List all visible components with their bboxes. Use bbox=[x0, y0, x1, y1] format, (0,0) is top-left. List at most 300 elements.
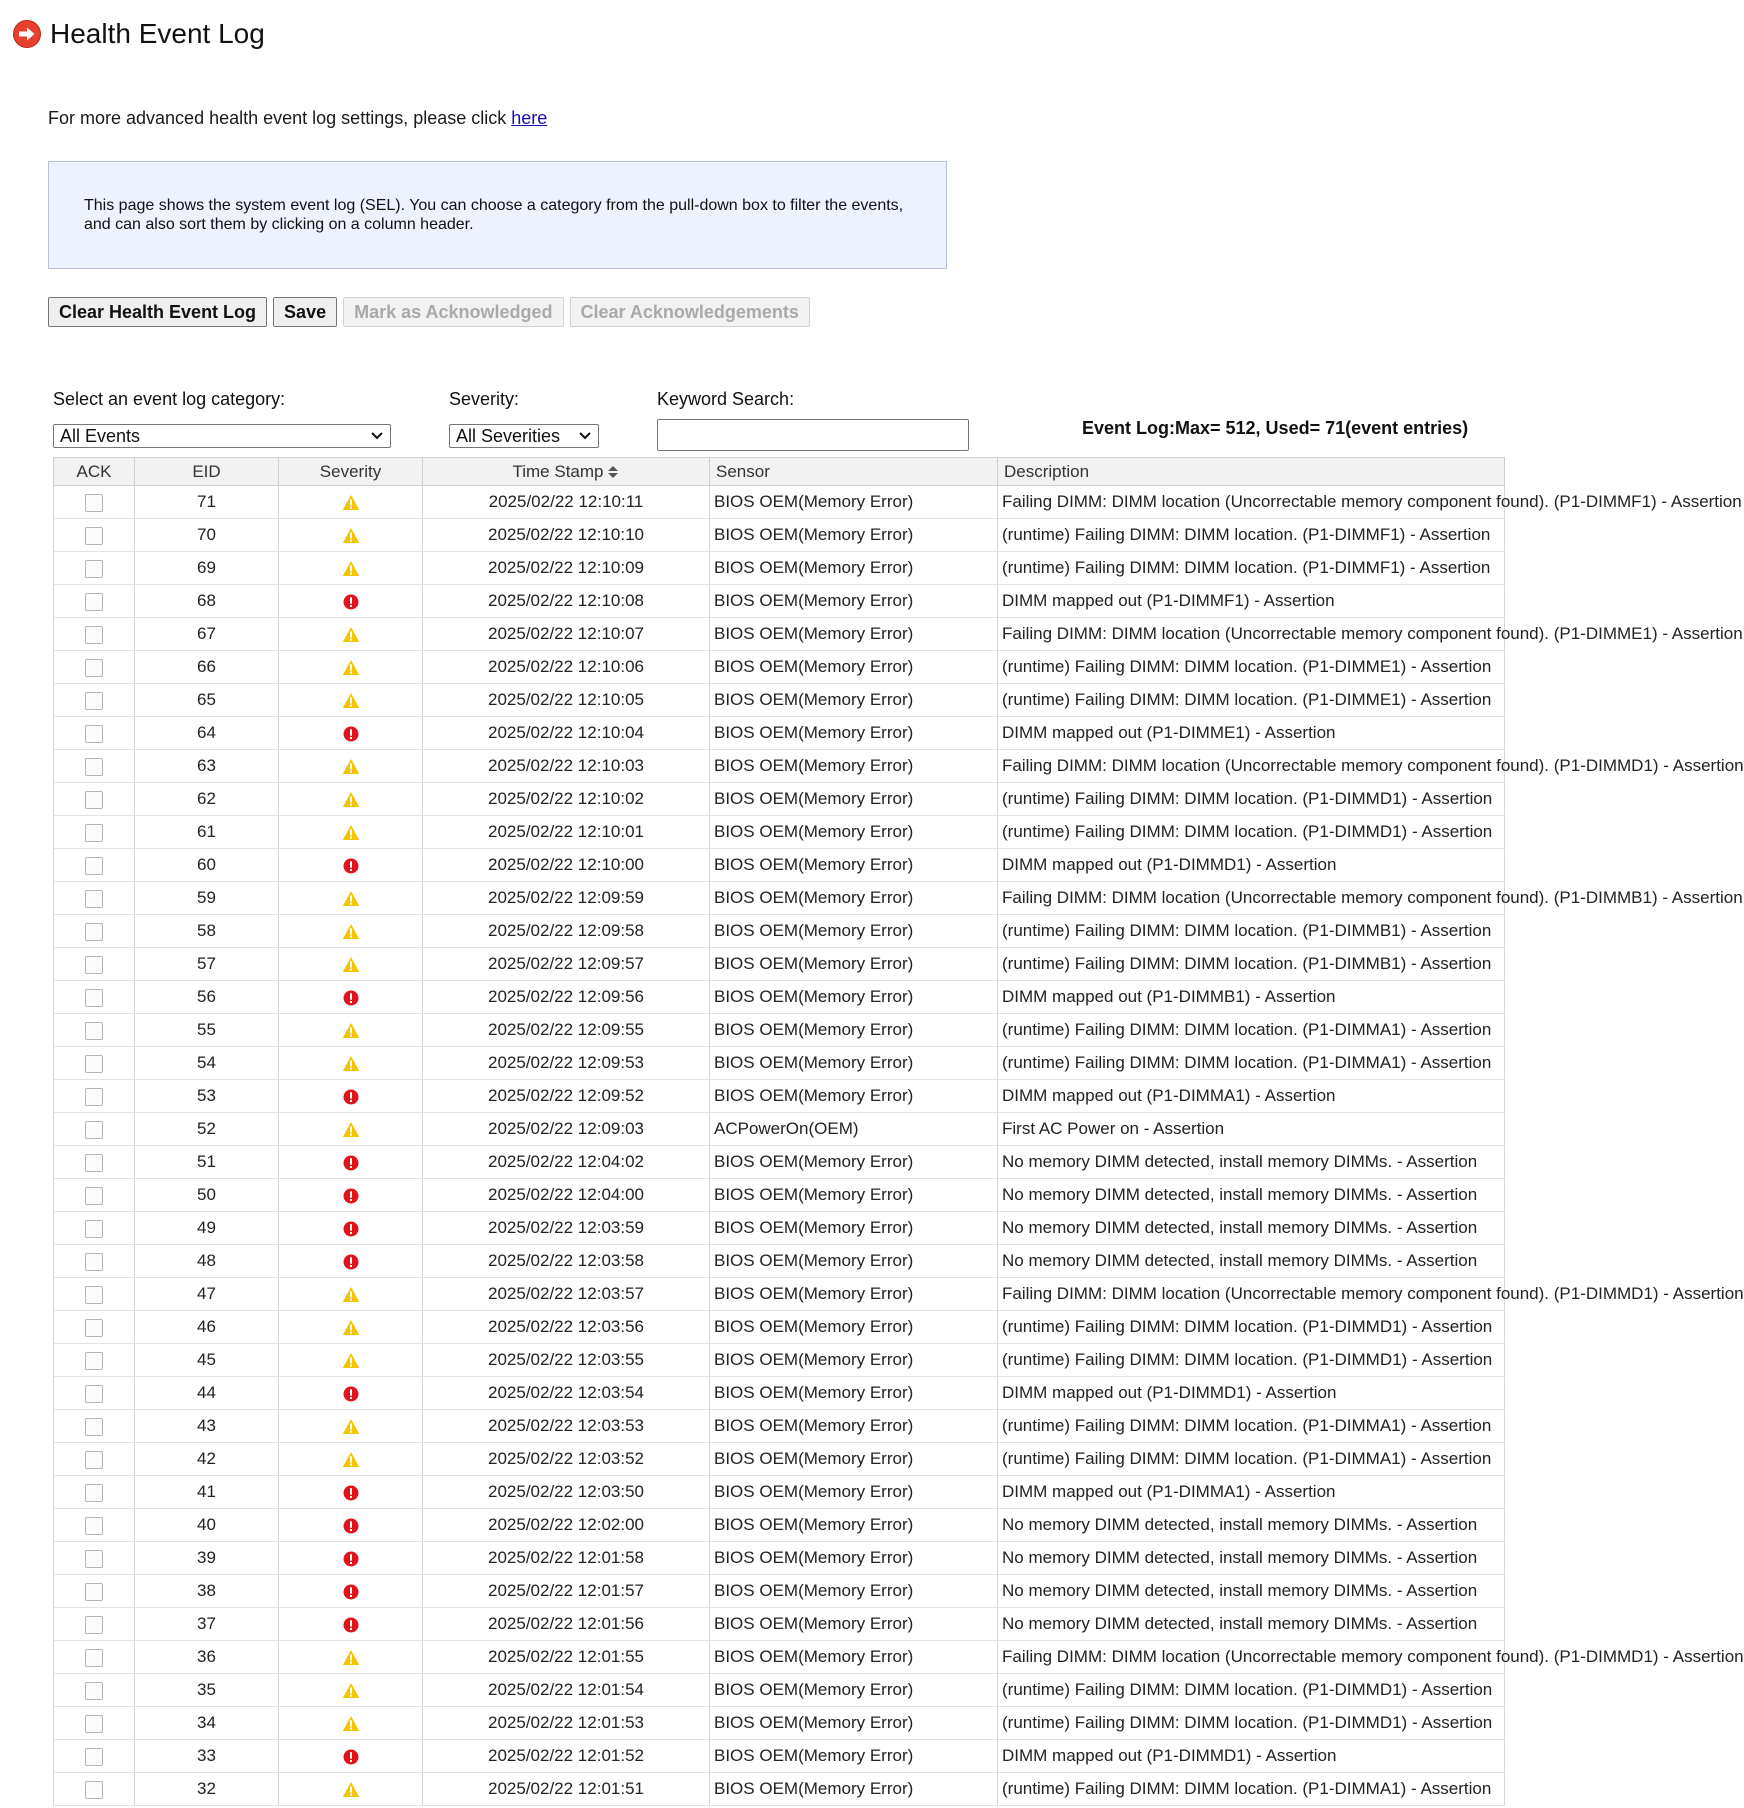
sensor-cell: BIOS OEM(Memory Error) bbox=[710, 1146, 998, 1179]
info-text: This page shows the system event log (SEL). You can choose a category from the pull-down box to filter the events, and can also sort them by clicking on a column header. bbox=[84, 197, 904, 233]
table-row bbox=[54, 1113, 1505, 1146]
sensor-cell: BIOS OEM(Memory Error) bbox=[710, 849, 998, 882]
critical-icon bbox=[343, 591, 359, 610]
warning-icon bbox=[342, 657, 360, 676]
description-cell: (runtime) Failing DIMM: DIMM location. (P1-DIMMD1) - Assertion bbox=[998, 816, 1505, 849]
sensor-cell: BIOS OEM(Memory Error) bbox=[710, 651, 998, 684]
eid-cell: 61 bbox=[135, 816, 279, 849]
info-box bbox=[48, 161, 947, 269]
severity-cell bbox=[279, 1773, 423, 1806]
eid-cell: 40 bbox=[135, 1509, 279, 1542]
timestamp-cell: 2025/02/22 12:03:59 bbox=[423, 1212, 710, 1245]
timestamp-cell: 2025/02/22 12:01:51 bbox=[423, 1773, 710, 1806]
timestamp-cell: 2025/02/22 12:03:57 bbox=[423, 1278, 710, 1311]
ack-cell bbox=[54, 552, 135, 585]
timestamp-cell: 2025/02/22 12:10:11 bbox=[423, 486, 710, 519]
warning-icon bbox=[342, 822, 360, 841]
warning-icon bbox=[342, 1020, 360, 1039]
sensor-cell: BIOS OEM(Memory Error) bbox=[710, 1641, 998, 1674]
sensor-cell: BIOS OEM(Memory Error) bbox=[710, 1245, 998, 1278]
sensor-cell: BIOS OEM(Memory Error) bbox=[710, 1014, 998, 1047]
eid-cell: 36 bbox=[135, 1641, 279, 1674]
critical-icon bbox=[343, 855, 359, 874]
description-cell: DIMM mapped out (P1-DIMMA1) - Assertion bbox=[998, 1080, 1505, 1113]
sensor-cell: BIOS OEM(Memory Error) bbox=[710, 981, 998, 1014]
description-cell: No memory DIMM detected, install memory DIMMs. - Assertion bbox=[998, 1179, 1505, 1212]
ack-cell bbox=[54, 717, 135, 750]
ack-checkbox[interactable] bbox=[85, 1550, 103, 1568]
timestamp-cell: 2025/02/22 12:01:54 bbox=[423, 1674, 710, 1707]
warning-icon bbox=[342, 1416, 360, 1435]
eid-cell: 42 bbox=[135, 1443, 279, 1476]
mark-acknowledged-button[interactable]: Mark as Acknowledged bbox=[343, 297, 563, 327]
severity-cell bbox=[279, 717, 423, 750]
critical-icon bbox=[343, 1383, 359, 1402]
severity-cell bbox=[279, 618, 423, 651]
ack-cell bbox=[54, 948, 135, 981]
warning-icon bbox=[342, 1317, 360, 1336]
sensor-cell: BIOS OEM(Memory Error) bbox=[710, 1740, 998, 1773]
description-cell: (runtime) Failing DIMM: DIMM location. (P1-DIMMB1) - Assertion bbox=[998, 915, 1505, 948]
page-header bbox=[12, 14, 265, 54]
description-cell: (runtime) Failing DIMM: DIMM location. (P1-DIMMD1) - Assertion bbox=[998, 1311, 1505, 1344]
event-log-usage: Event Log:Max= 512, Used= 71(event entries) bbox=[1082, 418, 1469, 438]
warning-icon bbox=[342, 690, 360, 709]
ack-checkbox[interactable] bbox=[85, 1187, 103, 1205]
severity-cell bbox=[279, 849, 423, 882]
ack-cell bbox=[54, 684, 135, 717]
description-cell: (runtime) Failing DIMM: DIMM location. (P1-DIMMD1) - Assertion bbox=[998, 1674, 1505, 1707]
timestamp-cell: 2025/02/22 12:10:05 bbox=[423, 684, 710, 717]
table-row bbox=[54, 1410, 1505, 1443]
ack-cell bbox=[54, 1773, 135, 1806]
advanced-settings-link[interactable]: here bbox=[511, 108, 548, 128]
table-row bbox=[54, 882, 1505, 915]
description-cell: (runtime) Failing DIMM: DIMM location. (P1-DIMMA1) - Assertion bbox=[998, 1014, 1505, 1047]
description-cell: No memory DIMM detected, install memory DIMMs. - Assertion bbox=[998, 1509, 1505, 1542]
ack-checkbox[interactable] bbox=[85, 692, 103, 710]
eid-cell: 54 bbox=[135, 1047, 279, 1080]
chevron-down-icon bbox=[370, 428, 384, 444]
category-select-value: All Events bbox=[60, 425, 141, 446]
eid-cell: 32 bbox=[135, 1773, 279, 1806]
eid-cell: 70 bbox=[135, 519, 279, 552]
description-cell: No memory DIMM detected, install memory DIMMs. - Assertion bbox=[998, 1575, 1505, 1608]
column-header-severity[interactable]: Severity bbox=[279, 458, 423, 486]
warning-icon bbox=[342, 954, 360, 973]
table-row bbox=[54, 1311, 1505, 1344]
critical-icon bbox=[343, 987, 359, 1006]
description-cell: Failing DIMM: DIMM location (Uncorrectable memory component found). (P1-DIMME1) - Assertion bbox=[998, 618, 1505, 651]
table-row bbox=[54, 585, 1505, 618]
warning-icon bbox=[342, 888, 360, 907]
eid-cell: 34 bbox=[135, 1707, 279, 1740]
event-log-table bbox=[53, 457, 1744, 1806]
table-row bbox=[54, 1476, 1505, 1509]
table-row bbox=[54, 1179, 1505, 1212]
table-row bbox=[54, 618, 1505, 651]
ack-checkbox[interactable] bbox=[85, 1583, 103, 1601]
critical-icon bbox=[343, 1086, 359, 1105]
sensor-cell: BIOS OEM(Memory Error) bbox=[710, 1179, 998, 1212]
warning-icon bbox=[342, 789, 360, 808]
ack-checkbox[interactable] bbox=[85, 527, 103, 545]
severity-cell bbox=[279, 486, 423, 519]
eid-cell: 60 bbox=[135, 849, 279, 882]
ack-checkbox[interactable] bbox=[85, 1616, 103, 1634]
severity-label: Severity: bbox=[449, 389, 520, 409]
critical-icon bbox=[343, 1251, 359, 1270]
ack-checkbox[interactable] bbox=[85, 1748, 103, 1766]
ack-checkbox[interactable] bbox=[85, 659, 103, 677]
sensor-cell: BIOS OEM(Memory Error) bbox=[710, 1542, 998, 1575]
severity-cell bbox=[279, 1245, 423, 1278]
description-cell: (runtime) Failing DIMM: DIMM location. (P1-DIMMA1) - Assertion bbox=[998, 1410, 1505, 1443]
severity-cell bbox=[279, 552, 423, 585]
description-cell: No memory DIMM detected, install memory DIMMs. - Assertion bbox=[998, 1542, 1505, 1575]
ack-cell bbox=[54, 882, 135, 915]
ack-checkbox[interactable] bbox=[85, 1352, 103, 1370]
ack-checkbox[interactable] bbox=[85, 1649, 103, 1667]
ack-cell bbox=[54, 1443, 135, 1476]
ack-checkbox[interactable] bbox=[85, 791, 103, 809]
description-cell: (runtime) Failing DIMM: DIMM location. (P1-DIMME1) - Assertion bbox=[998, 684, 1505, 717]
sort-icon bbox=[606, 464, 620, 480]
table-row bbox=[54, 1278, 1505, 1311]
table-row bbox=[54, 552, 1505, 585]
eid-cell: 57 bbox=[135, 948, 279, 981]
timestamp-cell: 2025/02/22 12:10:01 bbox=[423, 816, 710, 849]
ack-checkbox[interactable] bbox=[85, 1220, 103, 1238]
ack-checkbox[interactable] bbox=[85, 593, 103, 611]
ack-cell bbox=[54, 1245, 135, 1278]
critical-icon bbox=[343, 1581, 359, 1600]
table-row bbox=[54, 915, 1505, 948]
ack-checkbox[interactable] bbox=[85, 626, 103, 644]
sensor-cell: BIOS OEM(Memory Error) bbox=[710, 1674, 998, 1707]
timestamp-cell: 2025/02/22 12:10:10 bbox=[423, 519, 710, 552]
sensor-cell: BIOS OEM(Memory Error) bbox=[710, 1080, 998, 1113]
severity-cell bbox=[279, 1377, 423, 1410]
timestamp-cell: 2025/02/22 12:03:53 bbox=[423, 1410, 710, 1443]
timestamp-cell: 2025/02/22 12:01:52 bbox=[423, 1740, 710, 1773]
keyword-search-label: Keyword Search: bbox=[657, 389, 795, 409]
timestamp-cell: 2025/02/22 12:03:56 bbox=[423, 1311, 710, 1344]
table-row bbox=[54, 1080, 1505, 1113]
table-row bbox=[54, 1443, 1505, 1476]
sensor-cell: BIOS OEM(Memory Error) bbox=[710, 1476, 998, 1509]
sensor-cell: BIOS OEM(Memory Error) bbox=[710, 750, 998, 783]
table-row bbox=[54, 1047, 1505, 1080]
warning-icon bbox=[342, 1647, 360, 1666]
ack-checkbox[interactable] bbox=[85, 1517, 103, 1535]
ack-checkbox[interactable] bbox=[85, 824, 103, 842]
sensor-cell: BIOS OEM(Memory Error) bbox=[710, 1773, 998, 1806]
description-cell: No memory DIMM detected, install memory DIMMs. - Assertion bbox=[998, 1146, 1505, 1179]
severity-cell bbox=[279, 1146, 423, 1179]
warning-icon bbox=[342, 1053, 360, 1072]
table-row bbox=[54, 519, 1505, 552]
eid-cell: 63 bbox=[135, 750, 279, 783]
ack-checkbox[interactable] bbox=[85, 923, 103, 941]
ack-cell bbox=[54, 1278, 135, 1311]
critical-icon bbox=[343, 1185, 359, 1204]
eid-cell: 49 bbox=[135, 1212, 279, 1245]
severity-cell bbox=[279, 948, 423, 981]
ack-cell bbox=[54, 1311, 135, 1344]
description-cell: DIMM mapped out (P1-DIMMD1) - Assertion bbox=[998, 1740, 1505, 1773]
critical-icon bbox=[343, 1482, 359, 1501]
warning-icon bbox=[342, 1680, 360, 1699]
table-row bbox=[54, 1641, 1505, 1674]
eid-cell: 62 bbox=[135, 783, 279, 816]
severity-cell bbox=[279, 651, 423, 684]
severity-cell bbox=[279, 981, 423, 1014]
severity-cell bbox=[279, 1212, 423, 1245]
advanced-settings-line bbox=[48, 108, 547, 129]
ack-cell bbox=[54, 1377, 135, 1410]
severity-select-value: All Severities bbox=[456, 425, 561, 446]
ack-cell bbox=[54, 1014, 135, 1047]
eid-cell: 66 bbox=[135, 651, 279, 684]
ack-checkbox[interactable] bbox=[85, 1055, 103, 1073]
ack-cell bbox=[54, 585, 135, 618]
sensor-cell: BIOS OEM(Memory Error) bbox=[710, 717, 998, 750]
eid-cell: 64 bbox=[135, 717, 279, 750]
sensor-cell: BIOS OEM(Memory Error) bbox=[710, 1311, 998, 1344]
sensor-cell: BIOS OEM(Memory Error) bbox=[710, 486, 998, 519]
ack-cell bbox=[54, 618, 135, 651]
timestamp-cell: 2025/02/22 12:09:57 bbox=[423, 948, 710, 981]
page-title: Health Event Log bbox=[50, 18, 265, 49]
severity-cell bbox=[279, 1080, 423, 1113]
ack-cell bbox=[54, 1542, 135, 1575]
description-cell: (runtime) Failing DIMM: DIMM location. (P1-DIMMD1) - Assertion bbox=[998, 783, 1505, 816]
ack-checkbox[interactable] bbox=[85, 1088, 103, 1106]
eid-cell: 33 bbox=[135, 1740, 279, 1773]
timestamp-cell: 2025/02/22 12:01:56 bbox=[423, 1608, 710, 1641]
eid-cell: 69 bbox=[135, 552, 279, 585]
ack-checkbox[interactable] bbox=[85, 1022, 103, 1040]
sensor-cell: BIOS OEM(Memory Error) bbox=[710, 915, 998, 948]
ack-checkbox[interactable] bbox=[85, 956, 103, 974]
eid-cell: 43 bbox=[135, 1410, 279, 1443]
category-select[interactable] bbox=[53, 424, 391, 448]
warning-icon bbox=[342, 756, 360, 775]
sensor-cell: BIOS OEM(Memory Error) bbox=[710, 552, 998, 585]
description-cell: DIMM mapped out (P1-DIMMD1) - Assertion bbox=[998, 1377, 1505, 1410]
ack-cell bbox=[54, 1344, 135, 1377]
sensor-cell: BIOS OEM(Memory Error) bbox=[710, 519, 998, 552]
severity-cell bbox=[279, 1311, 423, 1344]
warning-icon bbox=[342, 1350, 360, 1369]
category-label: Select an event log category: bbox=[53, 389, 286, 409]
eid-cell: 51 bbox=[135, 1146, 279, 1179]
warning-icon bbox=[342, 1119, 360, 1138]
timestamp-cell: 2025/02/22 12:03:58 bbox=[423, 1245, 710, 1278]
timestamp-cell: 2025/02/22 12:10:09 bbox=[423, 552, 710, 585]
table-row bbox=[54, 783, 1505, 816]
eid-cell: 55 bbox=[135, 1014, 279, 1047]
ack-cell bbox=[54, 849, 135, 882]
critical-icon bbox=[343, 1548, 359, 1567]
sensor-cell: BIOS OEM(Memory Error) bbox=[710, 1344, 998, 1377]
ack-checkbox[interactable] bbox=[85, 1319, 103, 1337]
table-row bbox=[54, 948, 1505, 981]
sensor-cell: BIOS OEM(Memory Error) bbox=[710, 1707, 998, 1740]
ack-checkbox[interactable] bbox=[85, 1286, 103, 1304]
table-row bbox=[54, 1014, 1505, 1047]
severity-cell bbox=[279, 1542, 423, 1575]
severity-cell bbox=[279, 585, 423, 618]
eid-cell: 38 bbox=[135, 1575, 279, 1608]
clear-acknowledgements-button[interactable]: Clear Acknowledgements bbox=[570, 297, 810, 327]
column-header-eid[interactable]: EID bbox=[135, 458, 279, 486]
warning-icon bbox=[342, 624, 360, 643]
column-header-time-stamp[interactable] bbox=[423, 458, 710, 486]
sensor-cell: BIOS OEM(Memory Error) bbox=[710, 783, 998, 816]
ack-cell bbox=[54, 1047, 135, 1080]
critical-icon bbox=[343, 1614, 359, 1633]
critical-icon bbox=[343, 1515, 359, 1534]
ack-checkbox[interactable] bbox=[85, 1451, 103, 1469]
ack-cell bbox=[54, 1113, 135, 1146]
ack-cell bbox=[54, 1476, 135, 1509]
sensor-cell: BIOS OEM(Memory Error) bbox=[710, 1443, 998, 1476]
ack-checkbox[interactable] bbox=[85, 1418, 103, 1436]
severity-cell bbox=[279, 1674, 423, 1707]
timestamp-cell: 2025/02/22 12:09:55 bbox=[423, 1014, 710, 1047]
sensor-cell: BIOS OEM(Memory Error) bbox=[710, 948, 998, 981]
severity-cell bbox=[279, 519, 423, 552]
eid-cell: 44 bbox=[135, 1377, 279, 1410]
ack-checkbox[interactable] bbox=[85, 1253, 103, 1271]
timestamp-cell: 2025/02/22 12:09:53 bbox=[423, 1047, 710, 1080]
ack-cell bbox=[54, 1608, 135, 1641]
advanced-settings-text: For more advanced health event log settings, please click bbox=[48, 108, 507, 128]
description-cell: First AC Power on - Assertion bbox=[998, 1113, 1505, 1146]
ack-cell bbox=[54, 1179, 135, 1212]
clear-health-event-log-button[interactable]: Clear Health Event Log bbox=[48, 297, 267, 327]
ack-checkbox[interactable] bbox=[85, 725, 103, 743]
ack-cell bbox=[54, 1707, 135, 1740]
ack-checkbox[interactable] bbox=[85, 1385, 103, 1403]
description-cell: (runtime) Failing DIMM: DIMM location. (P1-DIMMD1) - Assertion bbox=[998, 1707, 1505, 1740]
description-cell: (runtime) Failing DIMM: DIMM location. (P1-DIMMF1) - Assertion bbox=[998, 552, 1505, 585]
severity-cell bbox=[279, 1410, 423, 1443]
ack-checkbox[interactable] bbox=[85, 1781, 103, 1799]
warning-icon bbox=[342, 492, 360, 511]
description-cell: Failing DIMM: DIMM location (Uncorrectable memory component found). (P1-DIMMD1) - Assertion bbox=[998, 1641, 1505, 1674]
ack-checkbox[interactable] bbox=[85, 890, 103, 908]
description-cell: (runtime) Failing DIMM: DIMM location. (P1-DIMMB1) - Assertion bbox=[998, 948, 1505, 981]
description-cell: DIMM mapped out (P1-DIMMB1) - Assertion bbox=[998, 981, 1505, 1014]
severity-cell bbox=[279, 1344, 423, 1377]
ack-checkbox[interactable] bbox=[85, 1154, 103, 1172]
column-header-description[interactable]: Description bbox=[998, 458, 1505, 486]
warning-icon bbox=[342, 558, 360, 577]
table-row bbox=[54, 1773, 1505, 1806]
description-cell: Failing DIMM: DIMM location (Uncorrectable memory component found). (P1-DIMMB1) - Assertion bbox=[998, 882, 1505, 915]
ack-checkbox[interactable] bbox=[85, 560, 103, 578]
description-cell: No memory DIMM detected, install memory DIMMs. - Assertion bbox=[998, 1608, 1505, 1641]
ack-checkbox[interactable] bbox=[85, 1715, 103, 1733]
timestamp-cell: 2025/02/22 12:02:00 bbox=[423, 1509, 710, 1542]
eid-cell: 52 bbox=[135, 1113, 279, 1146]
table-row bbox=[54, 1212, 1505, 1245]
description-cell: (runtime) Failing DIMM: DIMM location. (P1-DIMMA1) - Assertion bbox=[998, 1773, 1505, 1806]
severity-cell bbox=[279, 1641, 423, 1674]
timestamp-cell: 2025/02/22 12:09:03 bbox=[423, 1113, 710, 1146]
severity-cell bbox=[279, 882, 423, 915]
ack-cell bbox=[54, 651, 135, 684]
table-row bbox=[54, 1344, 1505, 1377]
warning-icon bbox=[342, 921, 360, 940]
sensor-cell: BIOS OEM(Memory Error) bbox=[710, 1212, 998, 1245]
column-header-sensor[interactable]: Sensor bbox=[710, 458, 998, 486]
sensor-cell: BIOS OEM(Memory Error) bbox=[710, 882, 998, 915]
severity-cell bbox=[279, 1575, 423, 1608]
critical-icon bbox=[343, 1746, 359, 1765]
description-cell: (runtime) Failing DIMM: DIMM location. (P1-DIMMF1) - Assertion bbox=[998, 519, 1505, 552]
severity-cell bbox=[279, 1443, 423, 1476]
severity-cell bbox=[279, 1047, 423, 1080]
description-cell: Failing DIMM: DIMM location (Uncorrectable memory component found). (P1-DIMMF1) - Assertion bbox=[998, 486, 1505, 519]
back-arrow-icon[interactable] bbox=[12, 19, 42, 49]
table-row bbox=[54, 981, 1505, 1014]
sensor-cell: BIOS OEM(Memory Error) bbox=[710, 585, 998, 618]
ack-cell bbox=[54, 1212, 135, 1245]
ack-cell bbox=[54, 981, 135, 1014]
eid-cell: 48 bbox=[135, 1245, 279, 1278]
severity-cell bbox=[279, 1608, 423, 1641]
column-header-ack[interactable]: ACK bbox=[54, 458, 135, 486]
severity-cell bbox=[279, 1476, 423, 1509]
ack-checkbox[interactable] bbox=[85, 758, 103, 776]
ack-cell bbox=[54, 750, 135, 783]
ack-checkbox[interactable] bbox=[85, 857, 103, 875]
ack-checkbox[interactable] bbox=[85, 1121, 103, 1139]
ack-cell bbox=[54, 1674, 135, 1707]
ack-checkbox[interactable] bbox=[85, 1484, 103, 1502]
ack-cell bbox=[54, 1146, 135, 1179]
sensor-cell: BIOS OEM(Memory Error) bbox=[710, 1575, 998, 1608]
ack-checkbox[interactable] bbox=[85, 494, 103, 512]
critical-icon bbox=[343, 1152, 359, 1171]
warning-icon bbox=[342, 1779, 360, 1798]
ack-cell bbox=[54, 1641, 135, 1674]
table-row bbox=[54, 1509, 1505, 1542]
ack-cell bbox=[54, 486, 135, 519]
timestamp-cell: 2025/02/22 12:10:03 bbox=[423, 750, 710, 783]
save-button[interactable]: Save bbox=[273, 297, 337, 327]
severity-select[interactable] bbox=[449, 424, 599, 448]
eid-cell: 56 bbox=[135, 981, 279, 1014]
critical-icon bbox=[343, 723, 359, 742]
sensor-cell: ACPowerOn(OEM) bbox=[710, 1113, 998, 1146]
keyword-search-input[interactable] bbox=[657, 419, 969, 451]
ack-checkbox[interactable] bbox=[85, 1682, 103, 1700]
severity-cell bbox=[279, 1179, 423, 1212]
ack-checkbox[interactable] bbox=[85, 989, 103, 1007]
severity-cell bbox=[279, 1014, 423, 1047]
eid-cell: 47 bbox=[135, 1278, 279, 1311]
description-cell: DIMM mapped out (P1-DIMMA1) - Assertion bbox=[998, 1476, 1505, 1509]
eid-cell: 53 bbox=[135, 1080, 279, 1113]
table-row bbox=[54, 1542, 1505, 1575]
timestamp-cell: 2025/02/22 12:03:50 bbox=[423, 1476, 710, 1509]
table-row bbox=[54, 750, 1505, 783]
